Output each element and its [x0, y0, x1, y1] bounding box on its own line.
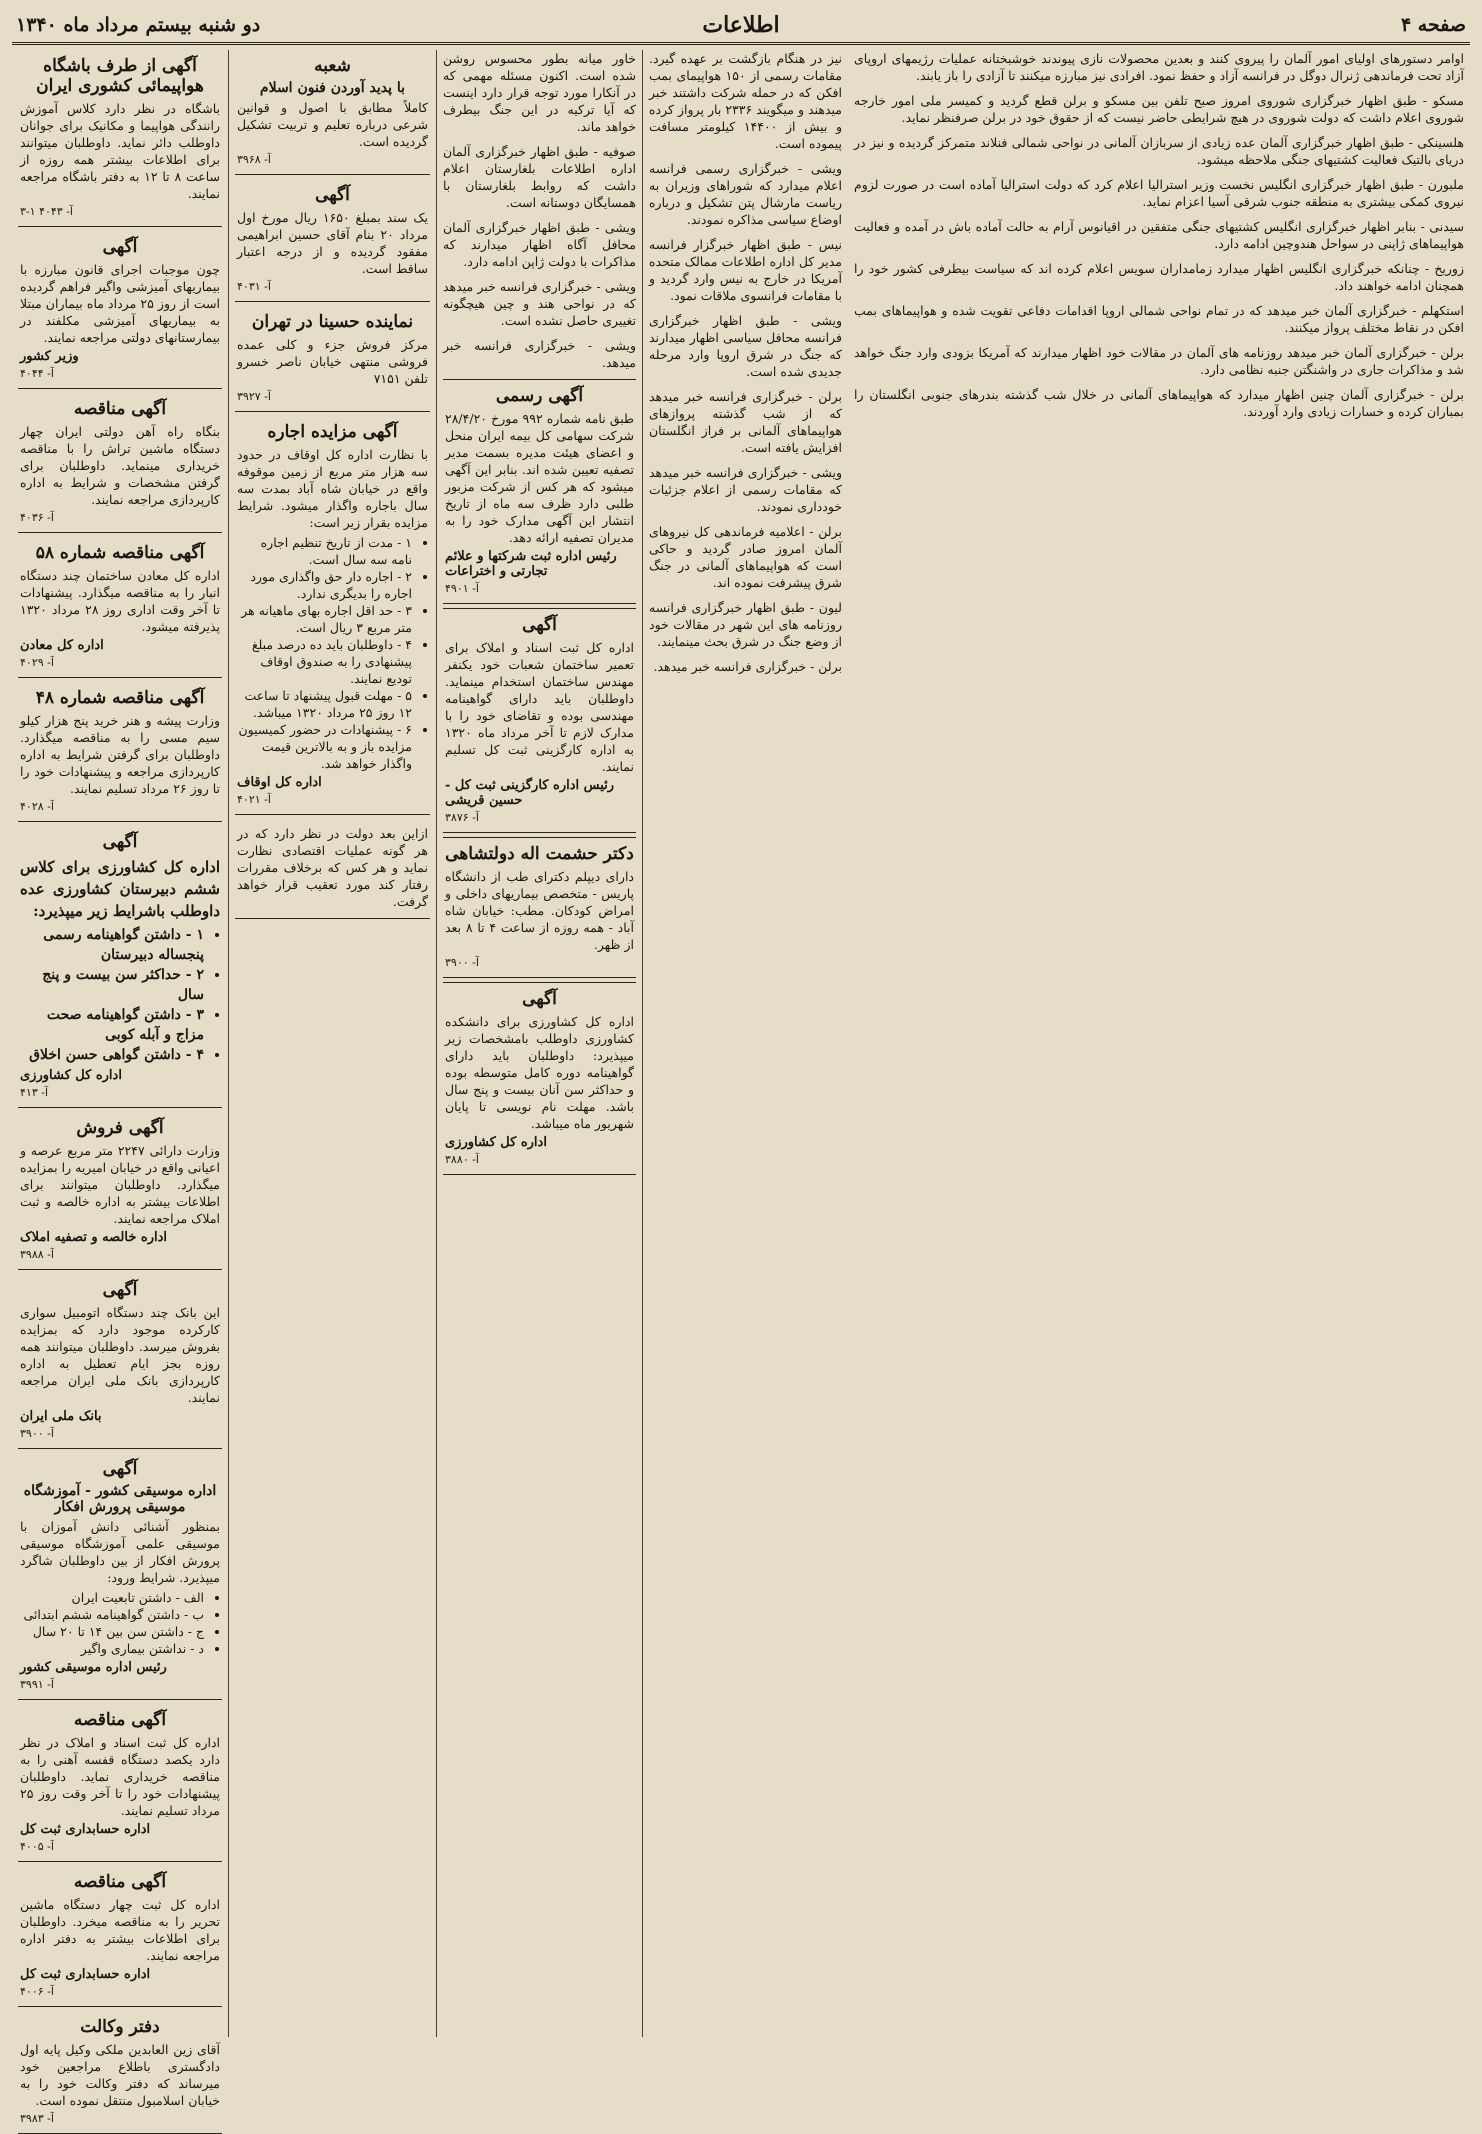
column-news-1: [848, 50, 1470, 2037]
ad-body: ازاین بعد دولت در نظر دارد که در هر گونه عملیات اقتصادی نظارت نماید و هر کس که برخلاف مقررات رفتار کند مورد تعقیب قرار خواهد گرفت.: [237, 826, 428, 909]
news-paragraph: لیون - طبق اظهار خبرگزاری فرانسه روزنامه های این شهر در مقالات خود از وضع جنگ در شرق بحث مینمایند.: [649, 600, 842, 649]
ad-reference: آ- ۴۰۴۳ ۱-۳: [20, 205, 73, 218]
columns: [12, 50, 1470, 2125]
ad-reference: آ- ۳۸۸۰: [445, 1153, 479, 1166]
ad-condition: • ۲ - حداکثر سن بیست و پنج سال: [20, 965, 204, 1005]
news-paragraph: صوفیه - طبق اظهار خبرگزاری آلمان اداره اطلاعات بلغارستان اعلام داشت که روابط بلغارستان با همسایگان دوستانه است.: [443, 144, 636, 210]
page-number: صفحه ۴: [1400, 14, 1466, 36]
ad-title: آگهی مناقصه: [73, 399, 167, 419]
ad-signature: اداره کل کشاورزی: [20, 1068, 122, 1083]
ad-title: آگهی از طرف باشگاه هواپیمائی کشوری ایران: [36, 56, 204, 96]
advertisement: [235, 416, 430, 815]
ad-title: نماینده حسینا در تهران: [251, 312, 414, 332]
news-paragraph: برلن - خبرگزاری آلمان چنین اظهار میدارد که هواپیماهای آلمانی در خلال شب گذشته بندرهای جنوبی انگلستان را بمباران کرده و خسارات زیادی وارد آوردند.: [854, 387, 1464, 419]
ad-condition: • ۱ - مدت از تاریخ تنظیم اجاره نامه سه سال است.: [237, 534, 412, 568]
news-paragraph: اوامر دستورهای اولیای امور آلمان را پیروی کنند و بعدین محصولات نازی پیوندند خوشبختانه عملیات رژیمهای اروپای آزاد تحت فرماندهی ژنرال دوگل در فرانسه آزاد و حفظ نمود. افرادی نیز مبارزه میکنند تا آزادی را باز یابند.: [854, 51, 1464, 83]
ad-title: دفتر وکالت: [80, 2017, 160, 2037]
issue-date: دو شنبه بیستم مرداد ماه ۱۳۴۰: [16, 14, 261, 36]
advertisement: [18, 1453, 222, 1700]
ad-reference: آ- ۴۰۲۹: [20, 656, 54, 669]
ad-body: دارای دیپلم دکترای طب از دانشگاه پاریس - متخصص بیماریهای داخلی و امراض کودکان. مطب: خیابان شاه آباد - همه روزه از ساعت ۴ تا ۸ بعد از ظهر.: [445, 869, 635, 952]
ad-title: آگهی: [522, 615, 557, 635]
ad-title: آگهی: [522, 989, 557, 1009]
column-ads-1: [228, 50, 436, 2037]
ad-body: اداره کل کشاورزی برای دانشکده کشاورزی داوطلب بامشخصات زیر میپذیرد: داوطلبان باید دارای گواهینامه دوره کامل متوسطه بوده و حداکثر سن آنان بیست و پنج سال باشد. مهلت نام نویسی تا پایان شهریور ماه میباشد.: [445, 1014, 634, 1131]
ad-conditions-list: [20, 925, 220, 1065]
news-paragraph: سیدنی - بنابر اظهار خبرگزاری انگلیس کشتیهای جنگی متفقین در اقیانوس آرام به حالت آماده باش در آمده و فعالیت هواپیماهای ژاپنی در سواحل هندوچین ادامه دارد.: [854, 219, 1464, 251]
ad-title: آگهی رسمی: [495, 386, 584, 406]
ad-body: اداره کل ثبت اسناد و املاک در نظر دارد یکصد دستگاه قفسه آهنی را به مناقصه خریداری نماید. داوطلبان پیشنهادات خود را تا آخر وقت روز ۲۵ مرداد تسلیم نمایند.: [20, 1735, 220, 1818]
ad-body: طبق نامه شماره ۹۹۲ مورخ ۲۸/۴/۲۰ شرکت سهامی کل بیمه ایران منحل و اعضای هیئت مدیره بسمت مدیر تصفیه تعیین شده اند. بنابر این آگهی میشود که هر کس از شرکت مزبور طلبی دارد ظرف سه ماه از تاریخ انتشار این آگهی مدارک خود را به مدیران تصفیه ارائه دهد.: [445, 411, 634, 545]
ad-signature: اداره حسابداری ثبت کل: [20, 1822, 151, 1837]
ad-body: اداره کل ثبت چهار دستگاه ماشین تحریر را به مناقصه میخرد. داوطلبان برای اطلاعات بیشتر به دفتر اداره مراجعه نمایند.: [20, 1897, 220, 1963]
ad-subtitle: با پدید آوردن فنون اسلام: [259, 80, 406, 96]
news-paragraph: برلن - خبرگزاری آلمان خبر میدهد روزنامه های آلمان در مقالات خود اظهار میدارند که آمریکا بزودی وارد جنگ خواهد شد و مذاکرات جاری در واشنگتن جنبه نظامی دارد.: [854, 345, 1464, 377]
ad-condition: • ج - داشتن سن بین ۱۴ تا ۲۰ سال: [20, 1623, 204, 1640]
ad-title: شعبه: [314, 56, 351, 76]
ad-body: وزارت دارائی ۲۲۴۷ متر مربع عرصه و اعیانی واقع در خیابان امیریه را بمزایده میگذارد. داوطلبان میتوانند برای اطلاعات بیشتر به اداره خالصه و ثبت املاک مراجعه نمایند.: [20, 1143, 220, 1226]
advertisement: [443, 837, 636, 978]
ad-title: آگهی فروش: [76, 1118, 164, 1138]
ad-title: آگهی مناقصه: [73, 1872, 167, 1892]
newspaper-title: اطلاعات: [702, 12, 780, 38]
ad-body: با نظارت اداره کل اوقاف در حدود سه هزار متر مربع از زمین موقوفه واقع در خیابان شاه آباد بمدت سه سال باجاره واگذار میشود. شرایط مزایده بقرار زیر است:: [237, 447, 428, 530]
ad-reference: آ- ۳۹۰۰: [20, 1427, 54, 1440]
ad-reference: آ- ۳۹۰۰: [445, 956, 479, 969]
ad-body: باشگاه در نظر دارد کلاس آموزش رانندگی هواپیما و مکانیک برای جوانان داوطلب دائر نماید. داوطلبان میتوانند برای اطلاعات بیشتر همه روزه از ساعت ۸ تا ۱۲ به دفتر باشگاه مراجعه نمایند.: [20, 101, 220, 201]
ad-body: آقای زین العابدین ملکی وکیل پایه اول دادگستری باطلاع مراجعین خود میرساند که دفتر وکالت خود را به خیابان اسلامبول منتقل نموده است.: [20, 2042, 220, 2108]
ad-signature: اداره کل معادن: [20, 638, 104, 653]
advertisement: [18, 50, 222, 227]
ad-reference: آ- ۴۰۳۶: [20, 511, 54, 524]
news-paragraph: برلن - خبرگزاری فرانسه خبر میدهد.: [653, 659, 842, 674]
advertisement: [443, 379, 636, 604]
ad-condition: • ۳ - داشتن گواهینامه صحت مزاج و آبله کوبی: [20, 1005, 204, 1045]
masthead: [12, 8, 1470, 45]
advertisement: [235, 50, 430, 175]
ad-condition: • ۳ - حد اقل اجاره بهای ماهیانه هر متر مربع ۳ ریال است.: [237, 602, 412, 636]
ad-signature: اداره حسابداری ثبت کل: [20, 1967, 151, 1982]
ad-reference: آ- ۴۰۲۸: [20, 800, 54, 813]
news-paragraph: ویشی - طبق اظهار خبرگزاری فرانسه محافل سیاسی اظهار میدارند که جنگ در شرق اروپا وارد مرحله جدیدی شده است.: [649, 313, 842, 379]
ad-signature: اداره کل کشاورزی: [445, 1135, 547, 1150]
advertisement: [18, 2011, 222, 2134]
ad-condition: • ۱ - داشتن گواهینامه رسمی پنجساله دبیرستان: [20, 925, 204, 965]
ad-signature: رئیس اداره کارگزینی ثبت کل - حسین قریشی: [445, 778, 615, 808]
ad-reference: آ- ۴۰۰۵: [20, 1840, 54, 1853]
advertisement: [18, 537, 222, 678]
ad-body: وزارت پیشه و هنر خرید پنج هزار کیلو سیم مسی را به مناقصه میگذارد. داوطلبان برای گرفتن شرایط به اداره کارپردازی مراجعه و پیشنهادات خود را تا روز ۲۶ مرداد تسلیم نمایند.: [20, 713, 220, 796]
ad-title: آگهی مناقصه: [73, 1710, 167, 1730]
advertisement: [235, 819, 430, 919]
advertisement: [18, 682, 222, 822]
ad-title: آگهی: [102, 1280, 138, 1300]
news-paragraph: زوریخ - چنانکه خبرگزاری انگلیس اظهار میدارد زمامداران سویس اعلام کرده اند که سیاست بیطرفی کشور خود را همچنان ادامه خواهند داد.: [854, 261, 1464, 293]
ad-reference: آ- ۳۸۷۶: [445, 811, 479, 824]
ad-body: مرکز فروش جزء و کلی عمده فروشی منتهی خیابان ناصر خسرو تلفن ۷۱۵۱: [237, 337, 428, 386]
news-paragraph: نیس - طبق اظهار خبرگزار فرانسه مدیر کل اداره اطلاعات ممالک متحده آمریکا در خارج به نیس وارد گردید و با مقامات فرانسوی ملاقات نمود.: [649, 237, 842, 303]
ad-reference: آ- ۴۰۲۱: [237, 793, 271, 806]
news-paragraph: برلن - خبرگزاری فرانسه خبر میدهد که از شب گذشته پروازهای هواپیماهای آلمانی بر فراز انگلستان افزایش یافته است.: [649, 389, 842, 455]
ad-condition: • ۲ - اجاره دار حق واگذاری مورد اجاره را بدیگری ندارد.: [237, 568, 412, 602]
ad-condition: • ۶ - پیشنهادات در حضور کمیسیون مزایده باز و به بالاترین قیمت واگذار خواهد شد.: [237, 721, 412, 772]
ad-conditions-list: [237, 534, 428, 772]
ad-reference: آ- ۳۹۸۸: [20, 1248, 54, 1261]
news-paragraph: ویشی - خبرگزاری رسمی فرانسه اعلام میدارد که شوراهای وزیران به ریاست مارشال پتن تشکیل و درباره اوضاع سیاسی مذاکره نمودند.: [649, 161, 842, 227]
column-news-2: [642, 50, 848, 2037]
advertisement: [18, 826, 222, 1108]
column-news-3: [436, 50, 642, 2037]
wide-ads-section: [443, 379, 636, 1175]
ad-signature: اداره خالصه و تصفیه املاک: [20, 1230, 168, 1245]
advertisement: [443, 982, 636, 1175]
news-paragraph: هلسینکی - طبق اظهار خبرگزاری آلمان عده زیادی از سربازان آلمانی در نواحی شمالی فنلاند متمرکز گردیده و نیز در دریای بالتیک فعالیت کشتیهای جنگی ملاحظه میشود.: [854, 135, 1464, 167]
ad-reference: آ- ۳۹۹۱: [20, 1678, 54, 1691]
ad-title: آگهی مناقصه شماره ۵۸: [35, 543, 205, 563]
ad-subtitle: اداره موسیقی کشور - آموزشگاه موسیقی پرورش افکار: [23, 1483, 217, 1515]
news-paragraph: ویشی - خبرگزاری فرانسه خبر میدهد که در نواحی هند و چین هیچگونه تغییری حاصل نشده است.: [443, 279, 636, 328]
ad-body: اداره کل ثبت اسناد و املاک برای تعمیر ساختمان شعبات خود یکنفر مهندس ساختمان استخدام مینماید. داوطلبان باید دارای گواهینامه مهندسی بوده و تقاضای خود را با مدارک لازم تا آخر مرداد ماه ۱۳۲۰ به اداره کارگزینی ثبت کل تسلیم نمایند.: [445, 640, 634, 774]
ad-reference: آ- ۳۹۸۳: [20, 2112, 54, 2125]
ad-reference: آ- ۴۹۰۱: [445, 582, 479, 595]
ad-conditions-list: [20, 1589, 220, 1657]
ad-title: آگهی: [102, 832, 138, 852]
ad-condition: • ب - داشتن گواهینامه ششم ابتدائی: [20, 1606, 204, 1623]
ad-condition: • ۴ - داشتن گواهی حسن اخلاق: [20, 1045, 204, 1065]
advertisement: [18, 1274, 222, 1449]
ad-title: آگهی: [315, 185, 350, 205]
ad-title: آگهی مناقصه شماره ۴۸: [35, 688, 205, 708]
ad-body: این بانک چند دستگاه اتومبیل سواری کارکرده موجود دارد که بمزایده بفروش میرسد. داوطلبان میتوانند همه روزه بجز ایام تعطیل به اداره کارپردازی بانک ملی ایران مراجعه نمایند.: [20, 1305, 220, 1405]
news-paragraph: برلن - اعلامیه فرماندهی کل نیروهای آلمان امروز صادر گردید و حاکی است که هواپیماهای آلمانی در جنگ شرق پیشرفت نموده اند.: [649, 524, 842, 590]
ad-signature: وزیر کشور: [20, 349, 79, 364]
advertisement: [18, 1866, 222, 2007]
ad-signature: رئیس اداره ثبت شرکتها و علائم تجارتی و اختراعات: [445, 549, 617, 579]
ad-condition: • ۴ - داوطلبان باید ده درصد مبلغ پیشنهادی را به صندوق اوقاف تودیع نمایند.: [237, 636, 412, 687]
ad-body: بمنظور آشنائی دانش آموزان با موسیقی علمی آموزشگاه موسیقی پرورش افکار از بین داوطلبان شاگرد میپذیرد. شرایط ورود:: [20, 1519, 220, 1585]
ad-body: چون موجبات اجرای قانون مبارزه با بیماریهای آمیزشی واگیر فراهم گردیده است از روز ۲۵ مرداد ماه بیماران مبتلا به بیماریهای آمیزشی مکلفند در بیمارستانهای دولتی مراجعه نمایند.: [20, 262, 220, 345]
ad-condition: • د - نداشتن بیماری واگیر: [20, 1640, 204, 1657]
ad-reference: آ- ۳۹۲۷: [237, 390, 271, 403]
ad-reference: آ- ۴۰۴۴: [20, 367, 54, 380]
ad-body: اداره کل کشاورزی برای کلاس ششم دبیرستان کشاورزی عده داوطلب باشرایط زیر میپذیرد:: [20, 858, 220, 920]
ad-title: آگهی مزایده اجاره: [267, 422, 398, 442]
advertisement: [18, 393, 222, 533]
ad-body: یک سند بمبلغ ۱۶۵۰ ریال مورخ اول مرداد ۲۰ بنام آقای حسین ابراهیمی مفقود گردیده و از درجه اعتبار ساقط است.: [237, 210, 428, 276]
ad-signature: رئیس اداره موسیقی کشور: [20, 1660, 167, 1675]
column-ads-2: [12, 50, 228, 2125]
advertisement: [18, 1704, 222, 1862]
advertisement: [235, 179, 430, 302]
ad-body: کاملاً مطابق با اصول و قوانین شرعی درباره تعلیم و تربیت تشکیل گردیده است.: [237, 100, 428, 149]
ad-reference: آ- ۴۰۰۶: [20, 1985, 54, 1998]
advertisement: [235, 306, 430, 412]
ad-body: بنگاه راه آهن دولتی ایران چهار دستگاه ماشین تراش را با مناقصه خریداری مینماید. داوطلبان برای گرفتن مشخصات و شرایط به اداره کارپردازی مراجعه نمایند.: [20, 424, 220, 507]
ad-title: دکتر حشمت اله دولتشاهی: [445, 844, 634, 864]
news-paragraph: ملبورن - طبق اظهار خبرگزاری انگلیس نخست وزیر استرالیا اعلام کرد که دولت استرالیا آماده است در صورت لزوم نیروی کمکی بیشتری به منطقه جنوب شرقی آسیا اعزام نماید.: [854, 177, 1464, 209]
advertisement: [18, 231, 222, 389]
news-paragraph: ویشی - خبرگزاری فرانسه خبر میدهد.: [443, 338, 636, 370]
ad-title: آگهی: [102, 1459, 138, 1479]
ad-condition: • الف - داشتن تابعیت ایران: [20, 1589, 204, 1606]
news-paragraph: ویشی - طبق اظهار خبرگزاری آلمان محافل آگاه اظهار میدارند که مذاکرات با دولت ژاپن ادامه دارد.: [443, 220, 636, 269]
ad-title: آگهی: [102, 237, 138, 257]
news-paragraph: نیز در هنگام بازگشت بر عهده گیرد. مقامات رسمی از ۱۵۰ هواپیمای بمب افکن که در حمله شرکت داشتند خبر میدهند و میگویند ۲۳۳۶ بار پرواز کرده و بیش از ۱۴۴۰۰ کیلومتر مسافت پیموده است.: [649, 51, 842, 151]
news-paragraph: استکهلم - خبرگزاری آلمان خبر میدهد که در تمام نواحی شمالی اروپا اقدامات دفاعی تقویت شده و هواپیماهای بمب افکن در نقاط مختلف پرواز میکنند.: [854, 303, 1464, 335]
ad-signature: اداره کل اوقاف: [237, 775, 322, 790]
ad-condition: • ۵ - مهلت قبول پیشنهاد تا ساعت ۱۲ روز ۲۵ مرداد ۱۳۲۰ میباشد.: [237, 687, 412, 721]
news-paragraph: ویشی - خبرگزاری فرانسه خبر میدهد که مقامات رسمی از اعلام جزئیات خودداری نمودند.: [649, 465, 842, 514]
advertisement: [443, 608, 636, 833]
ad-signature: بانک ملی ایران: [20, 1409, 102, 1424]
ad-reference: آ- ۳۹۶۸: [237, 153, 271, 166]
ad-body: اداره کل معادن ساختمان چند دستگاه انبار را به مناقصه میگذارد. پیشنهادات تا آخر وقت اداری روز ۲۸ مرداد ۱۳۲۰ پذیرفته میشود.: [20, 568, 220, 634]
news-paragraph: خاور میانه بطور محسوس روشن شده است. اکنون مسئله مهمی که در آنکارا مورد توجه قرار دارد اینست که آیا ترکیه در این جنگ بیطرف خواهد ماند.: [443, 51, 636, 134]
ad-reference: آ- ۴۰۳۱: [237, 280, 271, 293]
news-paragraph: مسکو - طبق اظهار خبرگزاری شوروی امروز صبح تلفن بین مسکو و برلن قطع گردید و کمیسر ملی امور خارجه شوروی اعلام داشت که دولت شوروی در هیچ شرایطی حاضر نیست که از حقوق خود در برلن صرفنظر نماید.: [854, 93, 1464, 125]
ad-reference: آ- ۴۱۳: [20, 1086, 49, 1099]
advertisement: [18, 1112, 222, 1270]
